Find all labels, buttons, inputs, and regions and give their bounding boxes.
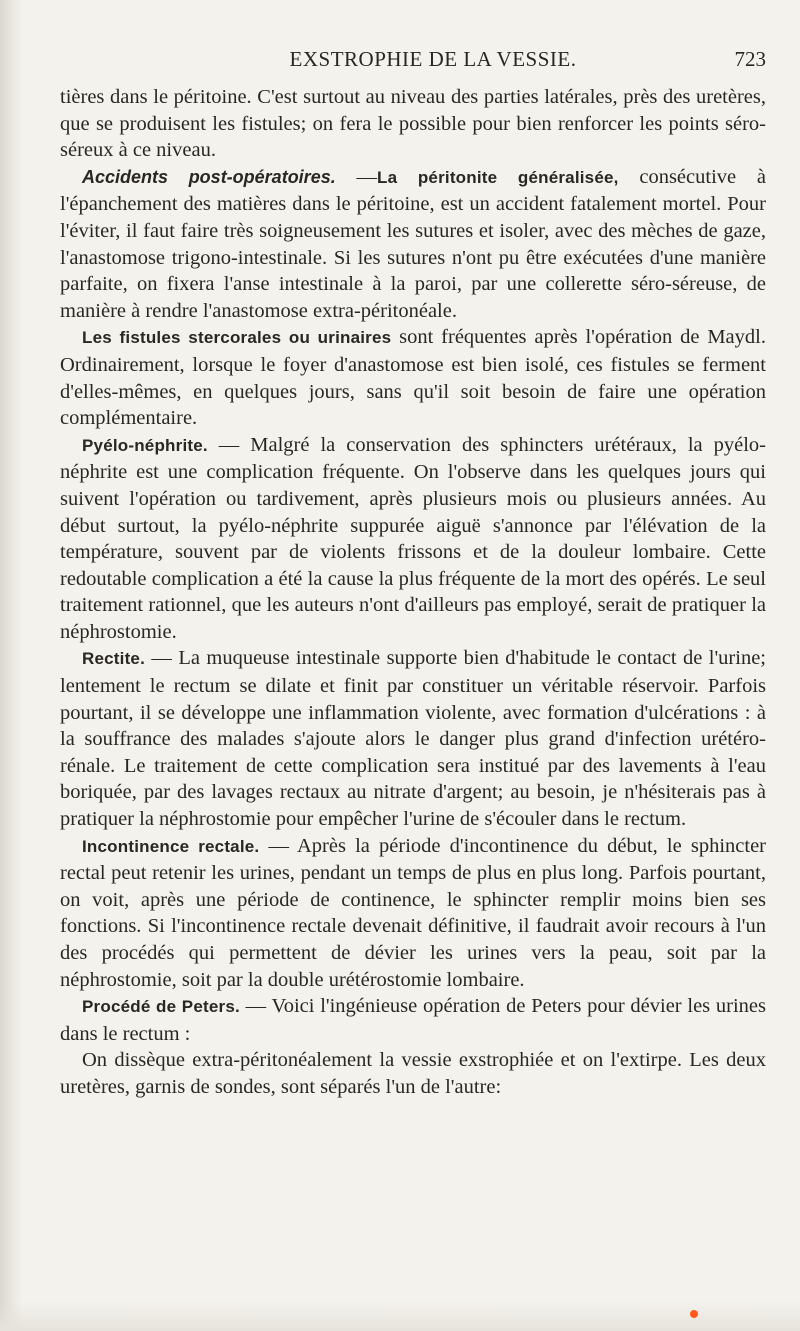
dash: — bbox=[335, 165, 378, 188]
body-text bbox=[60, 84, 766, 1101]
paragraph-fistules bbox=[60, 324, 766, 431]
paragraph-text: — La muqueuse intestinale supporte bien d'habitude le contact de l'urine; lentement le rectum se dilate et finit par constituer un véritable réservoir. Parfois pourtant, il se développe une inflammation violente, avec formation d'ulcérations : à la souffrance des malades s'ajoute alors le danger plus grand d'infection urétéro-rénale. Le traitement de cette complication sera institué par des lavements à l'eau boriquée, par des lavages rectaux au nitrate d'argent; au besoin, je n'hésiterais pas à pratiquer la néphrostomie pour empêcher l'urine de s'écouler dans le rectum. bbox=[60, 647, 766, 831]
section-heading-pyelonephrite: Pyélo-néphrite. bbox=[82, 435, 208, 455]
section-heading-rectite: Rectite. bbox=[82, 649, 146, 669]
page-number: 723 bbox=[734, 47, 766, 71]
paragraph-incontinence bbox=[60, 833, 766, 994]
paragraph-pyelonephrite bbox=[60, 432, 766, 646]
paragraph-1: tières dans le péritoine. C'est surtout au niveau des parties latérales, près des uretères, que se produisent les fistules; on fera le possible pour bien renforcer les points séro-séreux à ce niveau. bbox=[60, 86, 766, 162]
section-heading-incontinence: Incontinence rectale. bbox=[82, 836, 260, 856]
page-edge-shadow bbox=[0, 0, 22, 1331]
paragraph-text: — Après la période d'incontinence du début, le sphincter rectal peut retenir les urines, pendant un temps de plus en plus long. Parfois pourtant, on voit, après une période de continence, le sphincter remplir moins bien ses fonctions. Si l'incontinence rectale devenait définitive, il faudrait avoir recours à l'un des procédés qui permettent de dévier les urines vers la peau, soit par la néphrostomie, soit par la double urétérostomie lombaire. bbox=[60, 834, 767, 991]
paragraph-text: consécutive à l'épanchement des matières dans le péritoine, est un accident fatalement mortel. Pour l'éviter, il faut faire très soigneusement les sutures et isoler, avec des mèches de gaze, l'anastomose trigono-intestinale. Si les sutures n'ont pu être exécutées d'une manière parfaite, on fixera l'anse intestinale à la paroi, par une collerette séro-séreuse, de manière à rendre l'anastomose extra-péritonéale. bbox=[60, 165, 766, 322]
section-heading-peters: Procédé de Peters. bbox=[82, 997, 240, 1017]
paragraph-dissection: On dissèque extra-péritonéalement la vessie exstrophiée et on l'extirpe. Les deux uretères, garnis de sondes, sont séparés l'un de l'autre: bbox=[60, 1049, 766, 1098]
running-head bbox=[60, 44, 766, 74]
ink-spot bbox=[690, 1310, 698, 1318]
paragraph-text: — Voici l'ingénieuse opération de Peters pour dévier les urines dans le rectum : bbox=[60, 995, 766, 1045]
subheading-peritonite: La péritonite généralisée, bbox=[377, 167, 619, 187]
paragraph-peters bbox=[60, 993, 766, 1047]
section-heading-fistules: Les fistules stercorales ou urinaires bbox=[82, 328, 392, 348]
running-title: EXSTROPHIE DE LA VESSIE. bbox=[289, 47, 577, 71]
paragraph-text: sont fréquentes après l'opération de Maydl. Ordinairement, lorsque le foyer d'anastomose est bien isolé, ces fistules se ferment d'elles-mêmes, en quelques jours, sans qu'il soit besoin de faire une opération complémentaire. bbox=[60, 326, 766, 430]
paragraph-text: — Malgré la conservation des sphincters urétéraux, la pyélo-néphrite est une complication fréquente. On l'observe dans les quelques jours qui suivent l'opération ou tardivement, après plusieurs mois ou plusieurs années. Au début surtout, la pyélo-néphrite suppurée aiguë s'annonce par l'élévation de la température, souvent par de violents frissons et de la douleur lombaire. Cette redoutable complication a été la cause la plus fréquente de la mort des opérés. Le seul traitement rationnel, que les auteurs n'ont d'ailleurs pas employé, serait de pratiquer la néphrostomie. bbox=[60, 433, 766, 643]
section-heading-accidents: Accidents post-opératoires. bbox=[82, 166, 336, 187]
paragraph-accidents bbox=[60, 164, 766, 325]
page-bottom-shadow bbox=[0, 1301, 800, 1331]
paragraph-rectite bbox=[60, 645, 766, 832]
